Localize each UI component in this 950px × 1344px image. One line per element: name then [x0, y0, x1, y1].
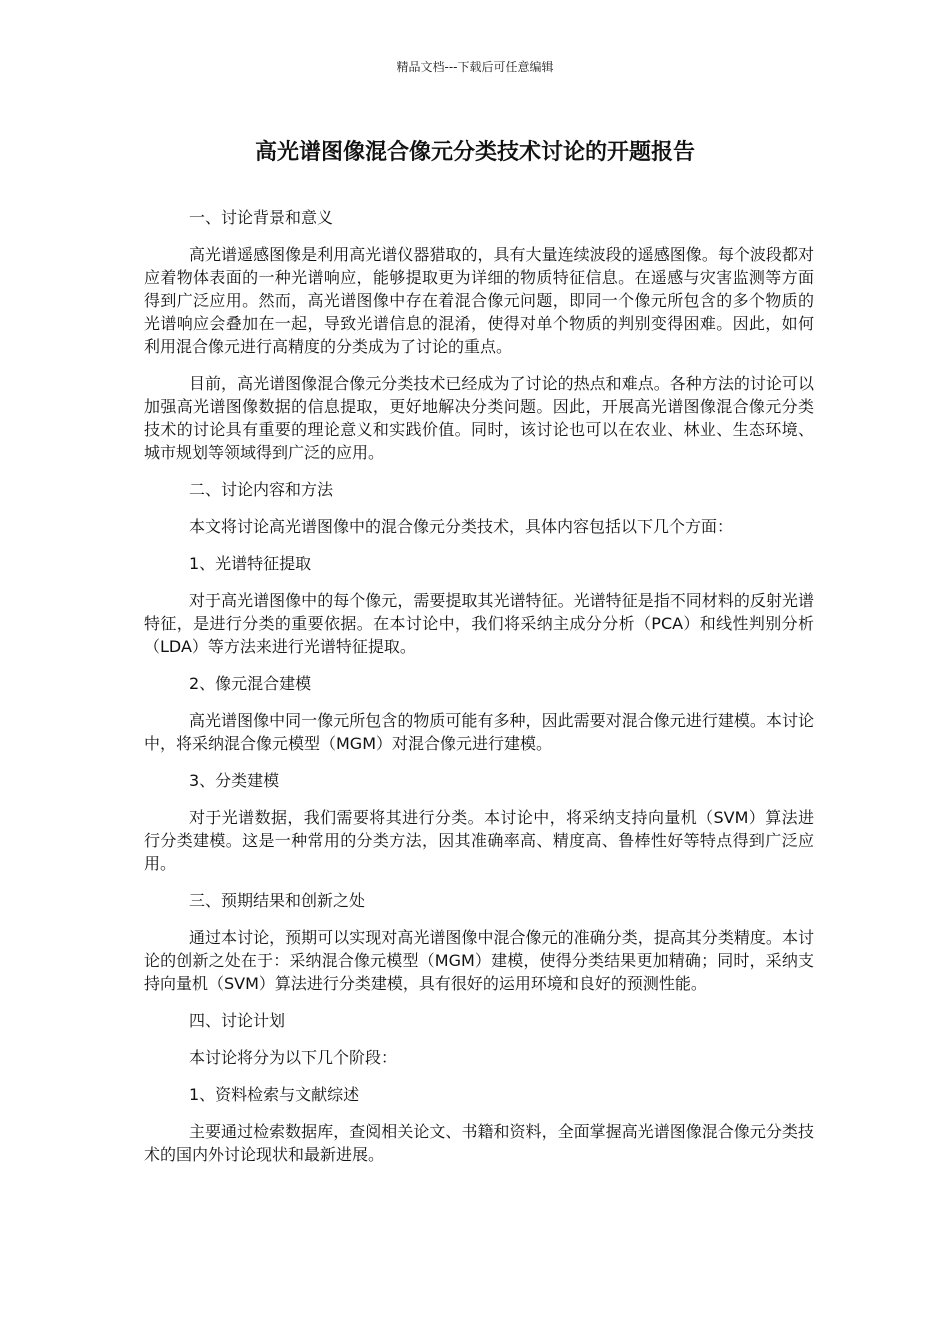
subheading-literature-review: 1、资料检索与文献综述	[189, 1085, 360, 1104]
section-heading-content-method: 二、讨论内容和方法	[189, 480, 334, 499]
paragraph-expected-results: 通过本讨论，预期可以实现对高光谱图像中混合像元的准确分类，提高其分类精度。本讨论的创新之处在于：采纳混合像元模型（MGM）建模，使得分类结果更加精确；同时，采纳支持向量机（SVM）算法进行分类建模，具有很好的运用环境和良好的预测性能。	[144, 928, 814, 993]
paragraph-background-2: 目前，高光谱图像混合像元分类技术已经成为了讨论的热点和难点。各种方法的讨论可以加强高光谱图像数据的信息提取，更好地解决分类问题。因此，开展高光谱图像混合像元分类技术的讨论具有重要的理论意义和实践价值。同时，该讨论也可以在农业、林业、生态环境、城市规划等领域得到广泛的应用。	[144, 374, 814, 462]
section-heading-expected-results: 三、预期结果和创新之处	[189, 891, 366, 910]
section-heading-plan: 四、讨论计划	[189, 1011, 286, 1030]
paragraph-mixed-pixel-modeling: 高光谱图像中同一像元所包含的物质可能有多种，因此需要对混合像元进行建模。本讨论中，将采纳混合像元模型（MGM）对混合像元进行建模。	[144, 711, 814, 753]
document-title: 高光谱图像混合像元分类技术讨论的开题报告	[254, 140, 695, 165]
subheading-classification-modeling: 3、分类建模	[189, 771, 280, 790]
paragraph-spectral-features: 对于高光谱图像中的每个像元，需要提取其光谱特征。光谱特征是指不同材料的反射光谱特征，是进行分类的重要依据。在本讨论中，我们将采纳主成分分析（PCA）和线性判别分析（LDA）等方法来进行光谱特征提取。	[144, 591, 814, 656]
subheading-mixed-pixel-modeling: 2、像元混合建模	[189, 674, 312, 693]
document-body	[144, 206, 814, 1180]
paragraph-background-1: 高光谱遥感图像是利用高光谱仪器猎取的，具有大量连续波段的遥感图像。每个波段都对应着物体表面的一种光谱响应，能够提取更为详细的物质特征信息。在遥感与灾害监测等方面得到广泛应用。然而，高光谱图像中存在着混合像元问题，即同一个像元所包含的多个物质的光谱响应会叠加在一起，导致光谱信息的混淆，使得对单个物质的判别变得困难。因此，如何利用混合像元进行高精度的分类成为了讨论的重点。	[144, 245, 814, 356]
subheading-spectral-features: 1、光谱特征提取	[189, 554, 312, 573]
paragraph-classification-modeling: 对于光谱数据，我们需要将其进行分类。本讨论中，将采纳支持向量机（SVM）算法进行分类建模。这是一种常用的分类方法，因其准确率高、精度高、鲁棒性好等特点得到广泛应用。	[144, 808, 814, 873]
section-heading-background: 一、讨论背景和意义	[189, 208, 334, 227]
page-header: 精品文档---下载后可任意编辑	[396, 60, 554, 74]
paragraph-literature-review: 主要通过检索数据库，查阅相关论文、书籍和资料，全面掌握高光谱图像混合像元分类技术的国内外讨论现状和最新进展。	[144, 1122, 814, 1164]
paragraph-content-intro: 本文将讨论高光谱图像中的混合像元分类技术，具体内容包括以下几个方面：	[189, 517, 734, 536]
paragraph-plan-intro: 本讨论将分为以下几个阶段：	[189, 1048, 398, 1067]
